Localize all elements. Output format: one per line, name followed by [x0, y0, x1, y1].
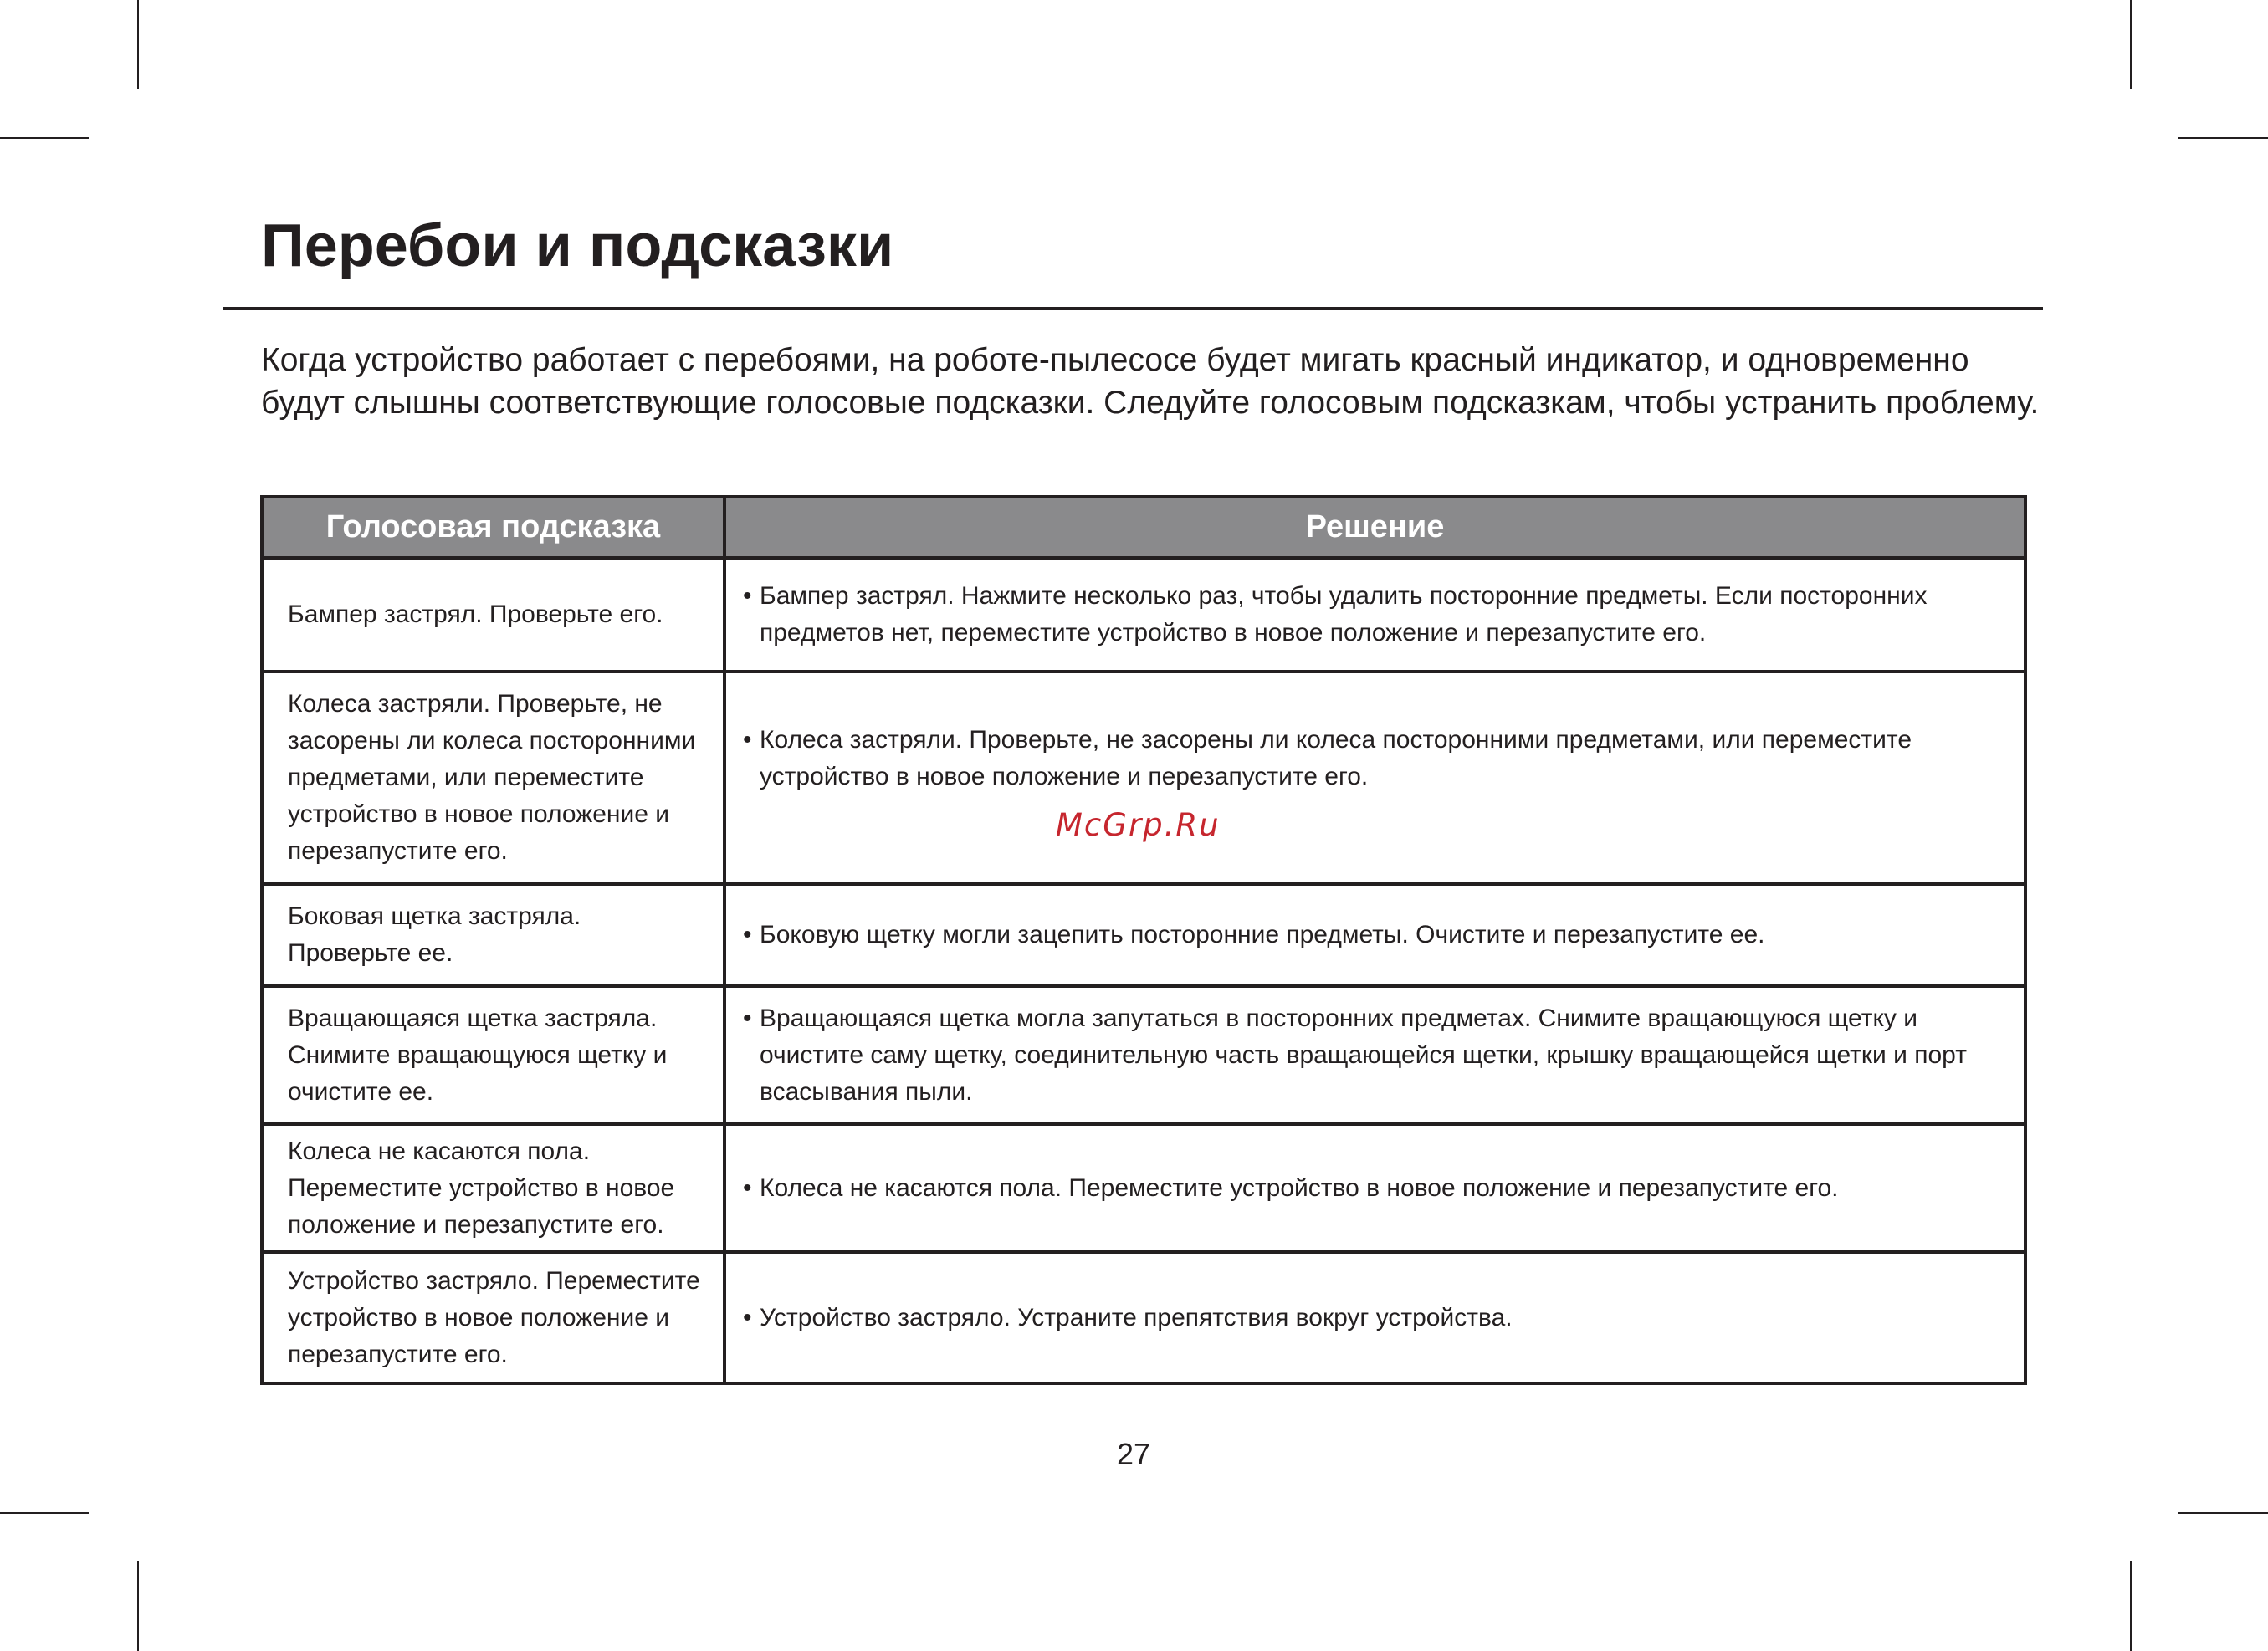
solution-cell [724, 558, 2025, 672]
prompt-cell: Колеса застряли. Проверьте, не засорены ли колеса посторонними предметами, или переместите устройство в новое положение и перезапустите его. [262, 672, 724, 884]
prompt-cell: Боковая щетка застряла. Проверьте ее. [262, 884, 724, 986]
crop-mark [2130, 0, 2132, 89]
intro-paragraph: Когда устройство работает с перебоями, на роботе-пылесосе будет мигать красный индикатор, и одновременно будут слышны соответствующие голосовые подсказки. Следуйте голосовым подсказкам, чтобы устранить проблему. [261, 342, 2040, 421]
solution-cell [724, 1124, 2025, 1252]
table-row [262, 986, 2025, 1124]
table-row [262, 558, 2025, 672]
solution-text: Колеса не касаются пола. Переместите устройство в новое положение и перезапустите его. [760, 1173, 1839, 1202]
table-header-row [262, 497, 2025, 558]
prompt-cell: Бампер застрял. Проверьте его. [262, 558, 724, 672]
bullet-icon: • [743, 1004, 752, 1032]
bullet-icon: • [743, 582, 752, 610]
solution-cell [724, 884, 2025, 986]
page-number: 27 [1117, 1437, 1151, 1471]
solution-text: Бампер застрял. Нажмите несколько раз, чтобы удалить посторонние предметы. Если посторонних предметов нет, переместите устройство в новое положение и перезапустите его. [760, 582, 1928, 647]
solution-text: Колеса застряли. Проверьте, не засорены ли колеса посторонними предметами, или переместите устройство в новое положение и перезапустите его. [760, 726, 1912, 790]
prompt-cell: Устройство застряло. Переместите устройство в новое положение и перезапустите его. [262, 1252, 724, 1383]
bullet-icon: • [743, 1303, 752, 1332]
bullet-icon: • [743, 726, 752, 754]
solution-cell [724, 986, 2025, 1124]
page-title: Перебои и подсказки [261, 212, 894, 279]
bullet-icon: • [743, 1173, 752, 1202]
table-row [262, 672, 2025, 884]
troubleshooting-table [260, 495, 2027, 1385]
header-voice-prompt: Голосовая подсказка [262, 497, 724, 558]
bullet-icon: • [743, 921, 752, 948]
crop-mark [137, 1561, 139, 1651]
solution-cell [724, 672, 2025, 884]
title-underline [223, 307, 2043, 310]
prompt-cell: Вращающаяся щетка застряла. Снимите вращающуюся щетку и очистите ее. [262, 986, 724, 1124]
crop-mark [0, 137, 89, 139]
crop-mark [0, 1512, 89, 1514]
table-row [262, 1124, 2025, 1252]
solution-cell [724, 1252, 2025, 1383]
watermark: McGrp.Ru [1056, 807, 1221, 843]
crop-mark [2178, 137, 2268, 139]
table-row [262, 884, 2025, 986]
table-row [262, 1252, 2025, 1383]
solution-text: Устройство застряло. Устраните препятствия вокруг устройства. [760, 1303, 1513, 1332]
header-solution: Решение [724, 497, 2025, 558]
crop-mark [2178, 1512, 2268, 1514]
solution-text: Боковую щетку могли зацепить посторонние предметы. Очистите и перезапустите ее. [760, 921, 1765, 948]
prompt-cell: Колеса не касаются пола. Переместите устройство в новое положение и перезапустите его. [262, 1124, 724, 1252]
crop-mark [2130, 1561, 2132, 1651]
crop-mark [137, 0, 139, 89]
solution-text: Вращающаяся щетка могла запутаться в посторонних предметах. Снимите вращающуюся щетку и очистите саму щетку, соединительную часть вращающейся щетки, крышку вращающейся щетки и порт всасывания пыли. [760, 1004, 1967, 1106]
